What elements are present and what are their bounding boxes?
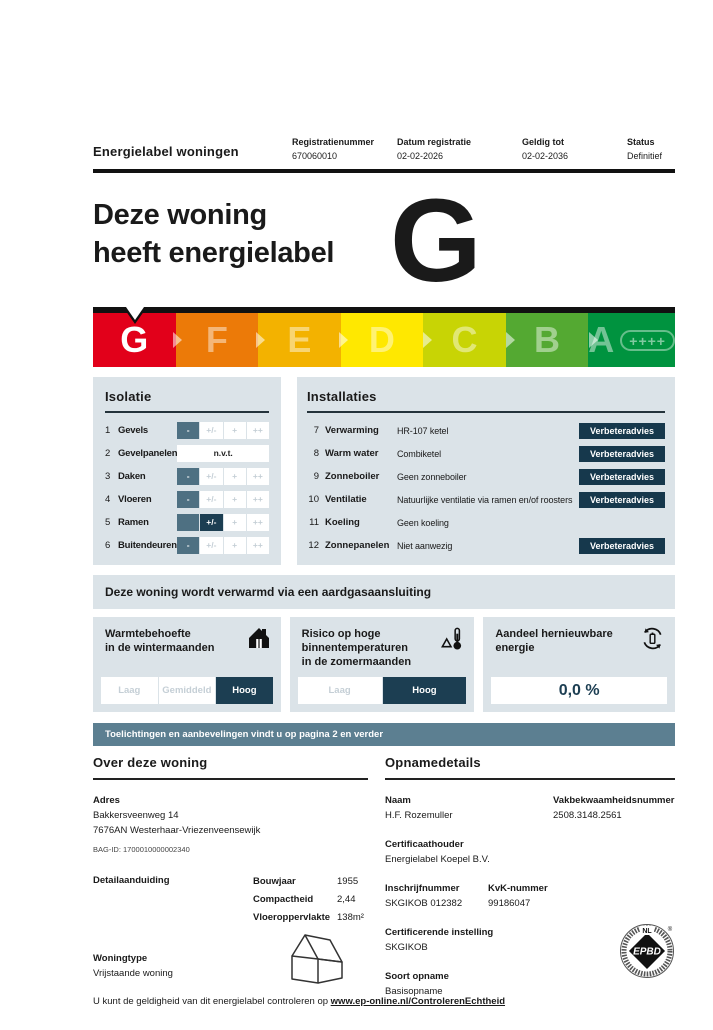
rating-cell: +/-	[200, 491, 222, 508]
rating-cells	[177, 468, 269, 485]
rating-cell-selected: -	[177, 468, 199, 485]
rating-cell-selected: +/-	[200, 514, 222, 531]
rating-cell-selected: -	[177, 491, 199, 508]
renewable-energy-icon	[640, 626, 665, 656]
row-label: Ventilatie	[325, 494, 367, 505]
instelling-value: SKGIKOB	[385, 942, 428, 953]
rating-cell: +	[224, 422, 246, 439]
verbeteradvies-button[interactable]: Verbeteradvies	[579, 423, 665, 439]
title-line: Risico op hoge	[301, 628, 381, 640]
rating-cell: ++	[247, 537, 269, 554]
chevron-icon	[506, 332, 515, 348]
field-label: Status	[627, 137, 655, 147]
hero-section	[93, 175, 675, 307]
rating-cell-selected: -	[177, 537, 199, 554]
soort-opname-value: Basisopname	[385, 986, 443, 997]
vloeroppervlakte-row	[253, 909, 368, 927]
hernieuwbare-energie-panel	[483, 617, 675, 712]
woningtype-label: Woningtype	[93, 953, 148, 964]
footer	[93, 996, 505, 1007]
svg-text:NL: NL	[642, 928, 652, 935]
verification-link[interactable]: www.ep-online.nl/ControlerenEchtheid	[330, 996, 506, 1007]
svg-text:®: ®	[667, 927, 673, 933]
title-line: Aandeel hernieuwbare	[495, 628, 613, 640]
row-value: HR-107 ketel	[397, 425, 449, 436]
chevron-icon	[589, 332, 598, 348]
rating-cells	[177, 491, 269, 508]
rating-cells	[177, 445, 269, 462]
scale-segment-A	[588, 313, 675, 367]
scale-pointer-bar	[93, 307, 675, 313]
row-value: Natuurlijke ventilatie via ramen en/of roosters	[397, 494, 573, 505]
vakbekwaamheid-value: 2508.3148.2561	[553, 810, 622, 821]
pointer-notch	[126, 307, 144, 320]
certificaathouder-value: Energielabel Koepel B.V.	[385, 854, 490, 865]
chevron-icon	[423, 332, 432, 348]
isolatie-row-daken	[105, 465, 269, 488]
naam-row	[385, 793, 675, 823]
row-label: Warm water	[325, 448, 379, 459]
scale-segment-B	[506, 313, 589, 367]
header-field-status	[627, 137, 675, 161]
a-plus-badge: ++++	[620, 330, 675, 351]
inschrijfnummer-block	[385, 881, 488, 911]
row-label: Gevels	[118, 425, 148, 436]
installatie-row-koeling	[307, 511, 665, 534]
isolatie-row-ramen	[105, 511, 269, 534]
panel-title	[302, 627, 463, 669]
section-title: Over deze woning	[93, 755, 368, 780]
scale-segment-E	[258, 313, 341, 367]
row-number: 11	[309, 517, 319, 528]
segment-letter: G	[120, 319, 149, 360]
scale-segments	[93, 313, 675, 367]
row-label: Zonnepanelen	[325, 540, 390, 551]
verbeteradvies-button[interactable]: Verbeteradvies	[579, 469, 665, 485]
segment-letter: C	[451, 319, 478, 360]
row-number: 12	[308, 540, 319, 551]
compactheid-label: Compactheid	[253, 894, 314, 905]
note-banner: Toelichtingen en aanbevelingen vindt u op pagina 2 en verder	[93, 723, 675, 746]
adres-street: Bakkersveenweg 14	[93, 810, 179, 821]
row-number: 8	[313, 448, 319, 459]
hero-title-line2: heeft energielabel	[93, 237, 335, 269]
opnamedetails-section	[385, 755, 675, 999]
rating-cells	[177, 422, 269, 439]
header-field-registratienummer	[292, 137, 397, 161]
header-field-geldig-tot	[522, 137, 627, 161]
title-line: Warmtebehoefte	[105, 628, 191, 640]
chevron-icon	[339, 332, 348, 348]
field-value: 02-02-2026	[397, 151, 444, 161]
rating-cell: +/-	[200, 537, 222, 554]
header-field-datum-registratie	[397, 137, 522, 161]
bouwjaar-row	[253, 873, 368, 891]
row-number: 10	[308, 494, 319, 505]
segment-letter: D	[368, 319, 395, 360]
bouwjaar-label: Bouwjaar	[253, 876, 296, 887]
naam-label: Naam	[385, 795, 411, 806]
isolatie-row-gevelpanelen	[105, 442, 269, 465]
naam-block	[385, 793, 553, 823]
certificaathouder-label: Certificaathouder	[385, 839, 464, 850]
rating-cell: ++	[247, 422, 269, 439]
rating-cell: ++	[247, 491, 269, 508]
rating-cells	[177, 537, 269, 554]
scale-segment-D	[341, 313, 424, 367]
field-label: Datum registratie	[397, 137, 472, 147]
divider	[105, 411, 269, 413]
naam-value: H.F. Rozemuller	[385, 810, 453, 821]
inschrijf-row	[385, 881, 675, 911]
segment-letter: E	[287, 319, 312, 360]
title-line: energie	[495, 642, 535, 654]
segment-letter: F	[205, 319, 228, 360]
hero-title	[93, 196, 675, 272]
header-divider	[93, 169, 675, 173]
row-label: Ramen	[118, 517, 149, 528]
field-value: 02-02-2036	[522, 151, 569, 161]
scale-cell-hoog-selected: Hoog	[383, 677, 467, 704]
rating-cell: +/-	[200, 422, 222, 439]
row-label: Vloeren	[118, 494, 152, 505]
field-value: 670060010	[292, 151, 338, 161]
scale-segment-F	[176, 313, 259, 367]
document-title: Energielabel woningen	[93, 144, 239, 159]
panel-title	[495, 627, 663, 655]
warmtebehoefte-panel	[93, 617, 281, 712]
panel-title	[105, 627, 269, 655]
rating-cell: +	[224, 468, 246, 485]
isolatie-row-buitendeuren	[105, 534, 269, 557]
detail-block	[93, 873, 368, 927]
scale-cell-laag: Laag	[101, 677, 158, 704]
document-header	[93, 137, 675, 161]
woningtype-value: Vrijstaande woning	[93, 968, 173, 979]
installatie-row-warm-water	[307, 442, 665, 465]
rating-cell-selected: -	[177, 422, 199, 439]
thermometer-warning-icon	[439, 626, 464, 656]
inschrijfnummer-value: SKGIKOB 012382	[385, 898, 463, 909]
detailaanduiding-label: Detailaanduiding	[93, 875, 170, 886]
title-line: in de zomermaanden	[301, 656, 412, 668]
isolatie-row-gevels	[105, 419, 269, 442]
section-title: Opnamedetails	[385, 755, 675, 780]
vakbekwaamheid-block	[553, 793, 674, 823]
vloeroppervlakte-label: Vloeroppervlakte	[253, 912, 331, 923]
detail-table	[253, 873, 368, 927]
warmte-scale	[101, 677, 273, 704]
soort-opname-label: Soort opname	[385, 971, 449, 982]
rating-cell: ++	[247, 468, 269, 485]
verbeteradvies-button[interactable]: Verbeteradvies	[579, 446, 665, 462]
risico-scale	[298, 677, 467, 704]
vloeroppervlakte-value: 138m²	[337, 912, 364, 923]
divider	[307, 411, 665, 413]
epbd-seal-icon	[619, 923, 675, 984]
row-number: 3	[105, 471, 111, 482]
house-icon	[247, 626, 271, 655]
row-label: Verwarming	[325, 425, 379, 436]
scale-cell-hoog-selected: Hoog	[216, 677, 273, 704]
installaties-panel	[297, 377, 675, 565]
rating-cells	[177, 514, 269, 531]
title-line: in de wintermaanden	[105, 642, 215, 654]
scale-cell-laag: Laag	[298, 677, 382, 704]
inschrijfnummer-label: Inschrijfnummer	[385, 883, 460, 894]
installatie-row-zonneboiler	[307, 465, 665, 488]
rating-cell: +	[224, 537, 246, 554]
verbeteradvies-button[interactable]: Verbeteradvies	[579, 538, 665, 554]
heating-banner: Deze woning wordt verwarmd via een aardgasaansluiting	[93, 575, 675, 609]
renewable-energy-value: 0,0 %	[491, 677, 667, 704]
rating-cell: +/-	[200, 468, 222, 485]
chevron-icon	[256, 332, 265, 348]
segment-letter: B	[534, 319, 560, 360]
title-line: binnentemperaturen	[301, 642, 409, 654]
row-value: Geen koeling	[397, 517, 449, 528]
field-value: Definitief	[627, 151, 663, 161]
bouwjaar-value: 1955	[337, 876, 359, 887]
scale-cell-gemiddeld: Gemiddeld	[159, 677, 216, 704]
energy-label-scale	[93, 307, 675, 367]
house-outline-icon	[283, 927, 345, 994]
installatie-row-verwarming	[307, 419, 665, 442]
details-panels	[93, 377, 675, 565]
row-number: 6	[105, 540, 111, 551]
row-number: 2	[105, 448, 111, 459]
row-value: Niet aanwezig	[397, 540, 453, 551]
bag-id: BAG-ID: 1700010000002340	[93, 845, 190, 854]
row-value: Combiketel	[397, 448, 442, 459]
kvk-value: 99186047	[488, 898, 531, 909]
row-label: Daken	[118, 471, 146, 482]
field-label: Registratienummer	[292, 137, 375, 147]
vakbekwaamheid-label: Vakbekwaamheidsnummer	[553, 795, 675, 806]
row-label: Buitendeuren	[118, 540, 177, 551]
row-value: Geen zonneboiler	[397, 471, 467, 482]
kvk-block	[488, 881, 548, 911]
rating-cell: +	[224, 491, 246, 508]
row-number: 1	[105, 425, 111, 436]
indicator-panels	[93, 617, 675, 712]
adres-city: 7676AN Westerhaar-Vriezenveensewijk	[93, 825, 261, 836]
scale-segment-C	[423, 313, 506, 367]
certificaathouder-block	[385, 837, 675, 867]
chevron-icon	[173, 332, 182, 348]
risico-panel	[290, 617, 475, 712]
rating-cell-nvt: n.v.t.	[177, 445, 269, 462]
svg-text:EPBD: EPBD	[633, 946, 661, 958]
compactheid-row	[253, 891, 368, 909]
row-number: 7	[313, 425, 319, 436]
row-number: 9	[313, 471, 319, 482]
hero-title-line1: Deze woning	[93, 199, 267, 231]
row-label: Gevelpanelen	[117, 448, 178, 459]
rating-cell-filled	[177, 514, 199, 531]
row-label: Koeling	[325, 517, 360, 528]
kvk-label: KvK-nummer	[488, 883, 548, 894]
isolatie-title: Isolatie	[105, 389, 152, 404]
over-deze-woning-section	[93, 755, 368, 981]
row-number: 4	[105, 494, 111, 505]
field-label: Geldig tot	[522, 137, 564, 147]
footer-text: U kunt de geldigheid van dit energielabel controleren op	[93, 996, 331, 1007]
energy-label-letter: G	[390, 175, 480, 307]
row-number: 5	[105, 517, 111, 528]
compactheid-value: 2,44	[337, 894, 356, 905]
row-label: Zonneboiler	[325, 471, 380, 482]
installatie-row-zonnepanelen	[307, 534, 665, 557]
isolatie-row-vloeren	[105, 488, 269, 511]
verbeteradvies-button[interactable]: Verbeteradvies	[579, 492, 665, 508]
installatie-row-ventilatie	[307, 488, 665, 511]
rating-cell: +	[224, 514, 246, 531]
isolatie-panel	[93, 377, 281, 565]
installaties-title: Installaties	[307, 389, 377, 404]
instelling-label: Certificerende instelling	[385, 927, 494, 938]
adres-label: Adres	[93, 795, 120, 806]
rating-cell: ++	[247, 514, 269, 531]
segment-letter: A	[588, 319, 615, 360]
